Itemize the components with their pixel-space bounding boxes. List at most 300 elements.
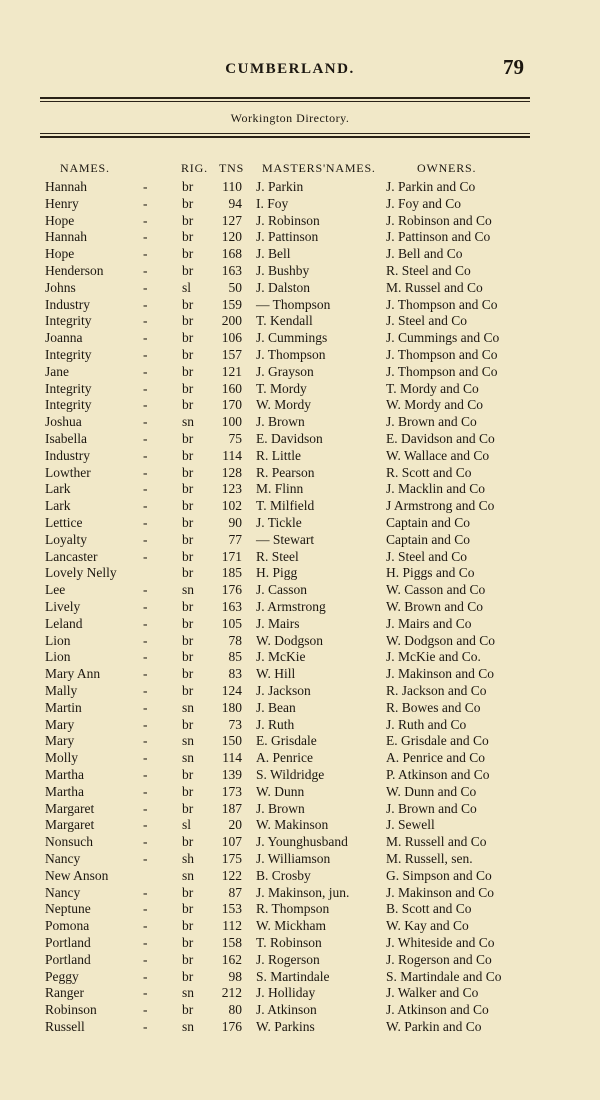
rig-type: br [182,179,194,194]
master-name: J. Tickle [256,515,302,530]
owner-name: J. Rogerson and Co [386,951,492,967]
row-dash: - [143,1002,148,1018]
header-rule-top [40,97,530,99]
row-dash: - [143,884,148,900]
ship-name: Hannah [45,229,87,245]
ship-row [0,464,600,481]
row-dash: - [143,498,148,514]
ship-row [0,615,600,632]
ship-name: Integrity [45,397,92,413]
ship-row [0,716,600,733]
owner-name: J. Mairs and Co [386,615,472,631]
ship-row [0,884,600,901]
ship-name: Lettice [45,515,83,530]
row-dash: - [143,716,148,732]
rig-type: br [182,918,194,934]
ship-row [0,968,600,985]
ship-row [0,531,600,548]
owner-name: W. Casson and Co [386,582,486,598]
tonnage: 173 [221,783,242,799]
ship-name: Molly [45,750,79,766]
row-dash: - [143,918,148,934]
ship-row [0,430,600,447]
column-header-masters: MASTERS'NAMES. [262,161,376,175]
rig-type: br [182,347,194,362]
ship-name: Integrity [45,380,92,396]
rig-type: sh [182,851,195,866]
master-name: W. Mordy [256,397,312,413]
owner-name: J. Macklin and Co [386,481,485,497]
tonnage: 150 [221,733,242,749]
owner-name: P. Atkinson and Co [386,767,490,782]
owner-name: J. Bell and Co [386,246,463,262]
ship-row [0,665,600,682]
tonnage: 94 [228,195,242,211]
tonnage: 114 [222,447,242,463]
tonnage: 175 [221,851,242,866]
ship-name: Nonsuch [45,834,93,850]
ship-row [0,682,600,699]
row-dash: - [143,817,148,833]
tonnage: 102 [221,498,242,514]
tonnage: 124 [221,683,242,698]
tonnage: 20 [228,817,242,833]
column-header-tons: TNS [219,161,245,175]
ship-row [0,800,600,817]
tonnage: 180 [221,699,242,715]
owner-name: W. Dodgson and Co [386,632,496,648]
column-header-owners: OWNERS. [417,161,477,175]
master-name: J. Armstrong [256,599,326,614]
rig-type: br [182,195,194,211]
master-name: J. Robinson [256,212,320,228]
tonnage: 121 [221,363,242,379]
owner-name: J. Makinson and Co [386,884,494,900]
header-rule-top-thin [40,101,530,102]
ship-name: Lark [45,498,71,514]
ship-name: Lovely Nelly [45,565,117,581]
master-name: J. Cummings [256,330,328,346]
owner-name: W. Brown and Co [386,599,483,614]
row-dash: - [143,649,148,665]
ship-name: Martin [45,699,82,715]
master-name: J. Casson [256,582,308,598]
rig-type: sn [182,733,195,749]
tonnage: 120 [221,229,242,245]
row-dash: - [143,615,148,631]
ship-name: Margaret [45,800,95,816]
owner-name: J. Thompson and Co [386,363,498,379]
owner-name: J. Whiteside and Co [386,935,495,950]
owner-name: J. Makinson and Co [386,666,494,682]
row-dash: - [143,666,148,682]
owner-name: R. Jackson and Co [386,683,487,698]
ship-row [0,749,600,766]
tonnage: 123 [221,481,242,497]
row-dash: - [143,599,148,614]
ship-name: Joanna [45,330,83,346]
master-name: J. Grayson [256,363,314,379]
master-name: T. Milfield [256,498,315,514]
master-name: J. Rogerson [256,951,320,967]
owner-name: J. Walker and Co [386,985,479,1001]
owner-name: J. Thompson and Co [386,296,498,312]
ship-name: Hope [45,246,75,262]
ship-row [0,1001,600,1018]
tonnage: 168 [221,246,242,262]
rig-type: br [182,599,194,614]
owner-name: G. Simpson and Co [386,867,492,883]
row-dash: - [143,347,148,362]
tonnage: 170 [221,397,242,413]
row-dash: - [143,447,148,463]
ship-name: Margaret [45,817,95,833]
owner-name: J. Atkinson and Co [386,1002,489,1018]
tonnage: 185 [221,565,242,581]
rig-type: br [182,615,194,631]
row-dash: - [143,481,148,497]
ship-name: Portland [45,951,91,967]
rig-type: br [182,296,194,312]
ship-row [0,279,600,296]
ship-row [0,212,600,229]
master-name: T. Robinson [256,935,322,950]
master-name: S. Wildridge [256,767,325,782]
tonnage: 105 [221,615,242,631]
rig-type: br [182,447,194,463]
ship-row [0,833,600,850]
ship-row [0,867,600,884]
tonnage: 127 [221,212,242,228]
row-dash: - [143,263,148,278]
master-name: J. Brown [256,800,305,816]
master-name: T. Kendall [256,313,313,329]
owner-name: J. McKie and Co. [386,649,481,665]
ship-row [0,816,600,833]
owner-name: E. Davidson and Co [386,431,495,446]
master-name: A. Penrice [256,750,313,766]
tonnage: 100 [221,414,242,430]
ship-row [0,934,600,951]
master-name: J. Williamson [256,851,331,866]
master-name: J. Bell [256,246,291,262]
ship-row [0,699,600,716]
row-dash: - [143,195,148,211]
master-name: H. Pigg [256,565,298,581]
ship-row [0,548,600,565]
rig-type: br [182,901,194,917]
rig-type: br [182,464,194,480]
rig-type: sn [182,414,195,430]
rig-type: br [182,548,194,564]
row-dash: - [143,363,148,379]
rig-type: br [182,229,194,245]
owner-name: J. Brown and Co [386,800,477,816]
row-dash: - [143,951,148,967]
ship-row [0,195,600,212]
row-dash: - [143,767,148,782]
ship-row [0,514,600,531]
owner-name: R. Scott and Co [386,464,472,480]
ship-name: Loyalty [45,531,87,547]
ship-name: Lively [45,599,81,614]
page-header-title: CUMBERLAND. [225,61,355,77]
owner-name: J. Parkin and Co [386,179,476,194]
master-name: R. Thompson [256,901,330,917]
tonnage: 158 [221,935,242,950]
rig-type: sl [182,817,192,833]
ship-name: Mary [45,716,75,732]
row-dash: - [143,531,148,547]
ship-row [0,497,600,514]
rig-type: sn [182,750,195,766]
tonnage: 212 [221,985,242,1001]
tonnage: 163 [221,263,242,278]
tonnage: 122 [221,867,242,883]
master-name: R. Little [256,447,301,463]
row-dash: - [143,515,148,530]
rig-type: sn [182,867,195,883]
owner-name: R. Bowes and Co [386,699,481,715]
header-rule-bottom [40,133,530,134]
ship-name: Henderson [45,263,104,278]
ship-name: Integrity [45,313,92,329]
rig-type: br [182,363,194,379]
ship-name: Lark [45,481,71,497]
master-name: J. Parkin [256,179,304,194]
tonnage: 157 [221,347,242,362]
owner-name: J. Ruth and Co [386,716,467,732]
master-name: J. Mairs [256,615,300,631]
tonnage: 98 [228,968,242,984]
ship-name: Russell [45,1019,85,1034]
ship-row [0,346,600,363]
rig-type: br [182,565,194,581]
tonnage: 160 [221,380,242,396]
row-dash: - [143,582,148,598]
page-number: 79 [503,55,524,79]
rig-type: sl [182,279,192,295]
row-dash: - [143,431,148,446]
rig-type: br [182,800,194,816]
ship-row [0,228,600,245]
rig-type: br [182,515,194,530]
ship-name: Mary Ann [45,666,101,682]
master-name: R. Steel [256,548,299,564]
tonnage: 162 [221,951,242,967]
tonnage: 77 [228,531,242,547]
rig-type: br [182,212,194,228]
ship-row [0,380,600,397]
row-dash: - [143,279,148,295]
ship-row [0,480,600,497]
owner-name: J. Steel and Co [386,548,467,564]
master-name: J. Bushby [256,263,310,278]
master-name: S. Martindale [256,968,330,984]
ship-row [0,396,600,413]
rig-type: br [182,498,194,514]
owner-name: R. Steel and Co [386,263,471,278]
rig-type: sn [182,1019,195,1034]
master-name: W. Parkins [256,1019,315,1034]
master-name: E. Grisdale [256,733,317,749]
master-name: J. Thompson [256,347,326,362]
rig-type: br [182,666,194,682]
ship-row [0,984,600,1001]
ship-name: Integrity [45,347,92,362]
tonnage: 163 [221,599,242,614]
ship-row [0,262,600,279]
rig-type: br [182,683,194,698]
owner-name: B. Scott and Co [386,901,472,917]
ship-row [0,632,600,649]
tonnage: 112 [222,918,242,934]
master-name: T. Mordy [256,380,307,396]
ship-row [0,312,600,329]
row-dash: - [143,397,148,413]
row-dash: - [143,414,148,430]
owner-name: J. Thompson and Co [386,347,498,362]
ship-name: Hope [45,212,75,228]
tonnage: 50 [228,279,242,295]
row-dash: - [143,212,148,228]
owner-name: W. Kay and Co [386,918,469,934]
master-name: B. Crosby [256,867,311,883]
ship-row [0,564,600,581]
master-name: J. Atkinson [256,1002,317,1018]
ship-name: New Anson [45,867,109,883]
owner-name: Captain and Co [386,515,470,530]
master-name: W. Hill [256,666,296,682]
ship-row [0,783,600,800]
master-name: J. Younghusband [256,834,348,850]
rig-type: sn [182,985,195,1001]
ship-name: Mary [45,733,75,749]
tonnage: 83 [228,666,242,682]
rig-type: br [182,968,194,984]
rig-type: br [182,263,194,278]
owner-name: T. Mordy and Co [386,380,479,396]
master-name: J. Makinson, jun. [256,884,350,900]
row-dash: - [143,851,148,866]
master-name: W. Mickham [256,918,326,934]
ship-row [0,363,600,380]
owner-name: W. Dunn and Co [386,783,477,799]
row-dash: - [143,229,148,245]
master-name: — Thompson [256,296,331,312]
row-dash: - [143,750,148,766]
tonnage: 75 [228,431,242,446]
tonnage: 73 [228,716,242,732]
rig-type: br [182,380,194,396]
owner-name: H. Piggs and Co [386,565,475,581]
tonnage: 200 [221,313,242,329]
ship-name: Portland [45,935,91,950]
row-dash: - [143,901,148,917]
tonnage: 90 [228,515,242,530]
row-dash: - [143,313,148,329]
rig-type: br [182,330,194,346]
row-dash: - [143,1019,148,1034]
ship-name: Isabella [45,431,87,446]
row-dash: - [143,246,148,262]
ship-row [0,917,600,934]
owner-name: S. Martindale and Co [386,968,502,984]
row-dash: - [143,296,148,312]
row-dash: - [143,683,148,698]
rig-type: br [182,431,194,446]
ship-name: Industry [45,447,90,463]
tonnage: 187 [221,800,242,816]
row-dash: - [143,834,148,850]
row-dash: - [143,179,148,194]
row-dash: - [143,935,148,950]
tonnage: 176 [221,1019,242,1034]
tonnage: 80 [228,1002,242,1018]
ship-name: Johns [45,279,76,295]
ship-name: Joshua [45,414,82,430]
owner-name: J Armstrong and Co [386,498,495,514]
rig-type: br [182,313,194,329]
owner-name: J. Steel and Co [386,313,467,329]
tonnage: 139 [221,767,242,782]
ship-name: Peggy [45,968,79,984]
rig-type: br [182,649,194,665]
master-name: — Stewart [256,531,315,547]
row-dash: - [143,548,148,564]
ship-row [0,413,600,430]
row-dash: - [143,330,148,346]
rig-type: sn [182,582,195,598]
row-dash: - [143,800,148,816]
tonnage: 171 [221,548,242,564]
ship-row [0,1018,600,1035]
ship-name: Ranger [45,985,84,1001]
ship-row [0,178,600,195]
rig-type: br [182,481,194,497]
ship-row [0,766,600,783]
row-dash: - [143,632,148,648]
master-name: J. Pattinson [256,229,319,245]
ship-row [0,951,600,968]
master-name: M. Flinn [256,481,304,497]
master-name: R. Pearson [256,464,315,480]
ship-name: Henry [45,195,79,211]
ship-row [0,245,600,262]
ship-name: Lowther [45,464,91,480]
ship-name: Pomona [45,918,90,934]
row-dash: - [143,733,148,749]
ship-name: Industry [45,296,90,312]
master-name: J. Dalston [256,279,310,295]
ship-name: Martha [45,767,84,782]
owner-name: E. Grisdale and Co [386,733,489,749]
ship-name: Neptune [45,901,91,917]
ship-row [0,850,600,867]
column-header-rig: RIG. [181,161,208,175]
ship-row [0,732,600,749]
owner-name: Captain and Co [386,531,470,547]
owner-name: M. Russell and Co [386,834,487,850]
ship-name: Lancaster [45,548,98,564]
tonnage: 128 [221,464,242,480]
row-dash: - [143,464,148,480]
rig-type: sn [182,699,195,715]
tonnage: 110 [222,179,242,194]
ship-row [0,329,600,346]
tonnage: 85 [228,649,242,665]
owner-name: A. Penrice and Co [386,750,485,766]
